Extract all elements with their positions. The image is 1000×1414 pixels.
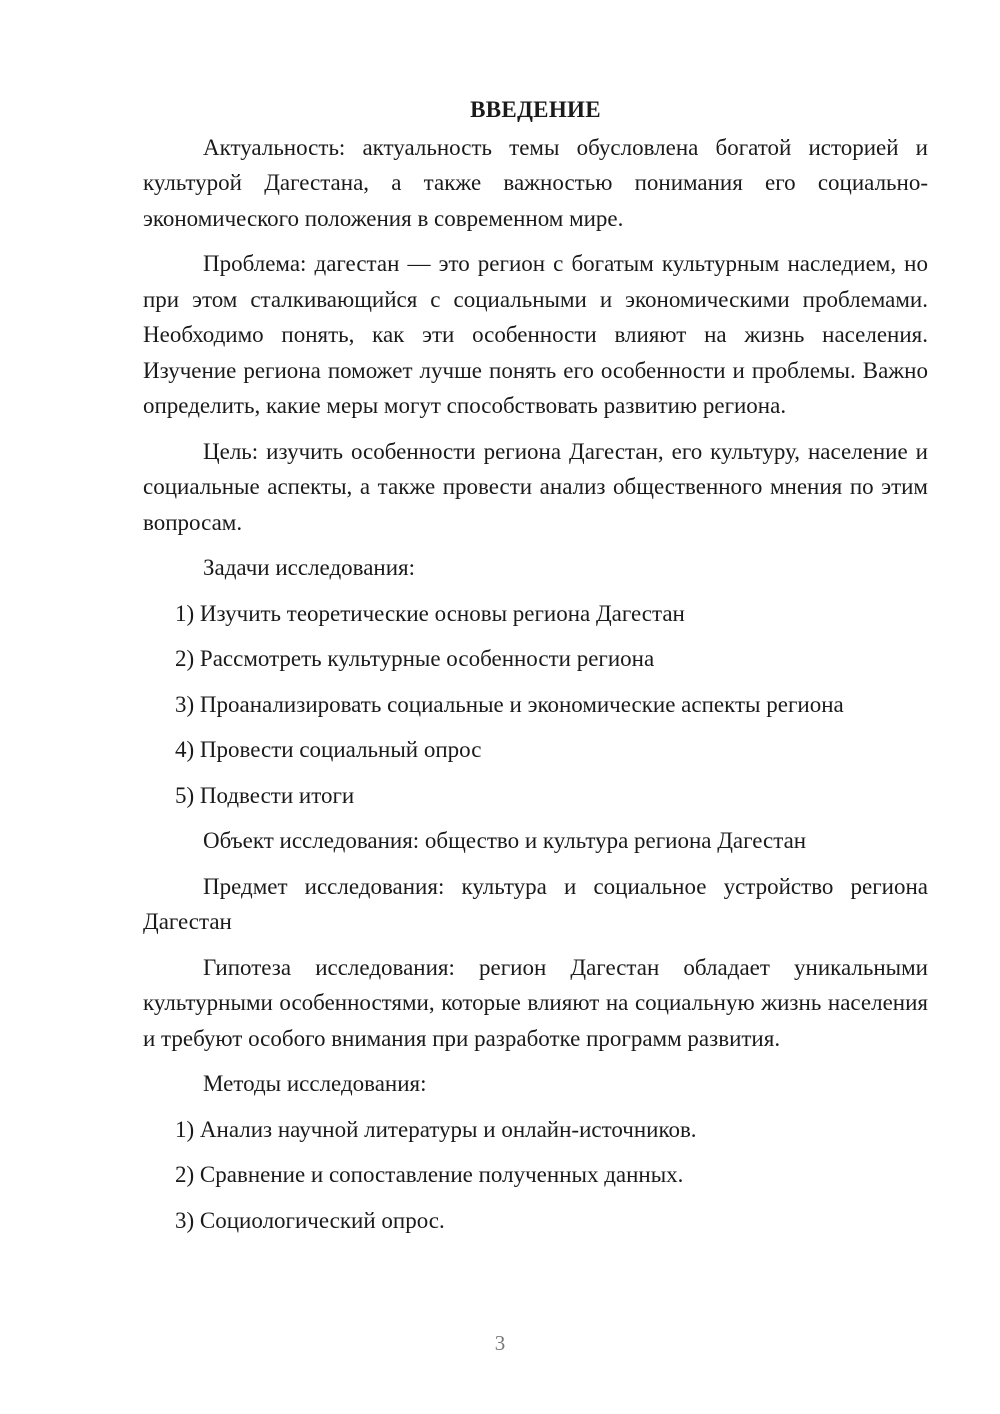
list-item: 5) Подвести итоги	[175, 782, 355, 808]
object-paragraph: Объект исследования: общество и культура региона Дагестан	[203, 828, 807, 853]
list-item: 2) Сравнение и сопоставление полученных данных.	[175, 1162, 684, 1187]
relevance-paragraph: Актуальность: актуальность темы обусловлена богатой историей и культурой Дагестана, а также важностью понимания его социально-экономического положения в современном мире.	[143, 134, 928, 231]
list-item: 3) Социологический опрос.	[175, 1207, 445, 1233]
hypothesis-paragraph: Гипотеза исследования: регион Дагестан обладает уникальными культурными особенностями, которые влияют на социальную жизнь населения и требуют особого внимания при разработке программ развития.	[143, 954, 928, 1051]
problem-paragraph: Проблема: дагестан — это регион с богатым культурным наследием, но при этом сталкивающийся с социальными и экономическими проблемами. Необходимо понять, как эти особенности влияют на жизнь населения. Изучение региона поможет лучше понять его особенности и проблемы. Важно определить, какие меры могут способствовать развитию региона.	[143, 251, 928, 418]
page-content	[143, 92, 928, 1248]
methods-list	[143, 1112, 928, 1239]
subject-paragraph: Предмет исследования: культура и социальное устройство региона Дагестан	[143, 873, 928, 934]
page-number: 3	[494, 1331, 506, 1355]
list-item: 3) Проанализировать социальные и экономические аспекты региона	[175, 691, 844, 717]
methods-heading: Методы исследования:	[203, 1071, 427, 1096]
tasks-list	[143, 596, 928, 814]
list-item: 1) Изучить теоретические основы региона Дагестан	[175, 600, 685, 626]
list-item: 2) Рассмотреть культурные особенности региона	[175, 646, 655, 671]
list-item: 4) Провести социальный опрос	[175, 737, 482, 762]
list-item: 1) Анализ научной литературы и онлайн-источников.	[175, 1116, 697, 1142]
tasks-heading: Задачи исследования:	[203, 555, 416, 580]
page-title: ВВЕДЕНИЕ	[470, 97, 601, 122]
goal-paragraph: Цель: изучить особенности региона Дагестан, его культуру, население и социальные аспекты, а также провести анализ общественного мнения по этим вопросам.	[143, 438, 928, 535]
